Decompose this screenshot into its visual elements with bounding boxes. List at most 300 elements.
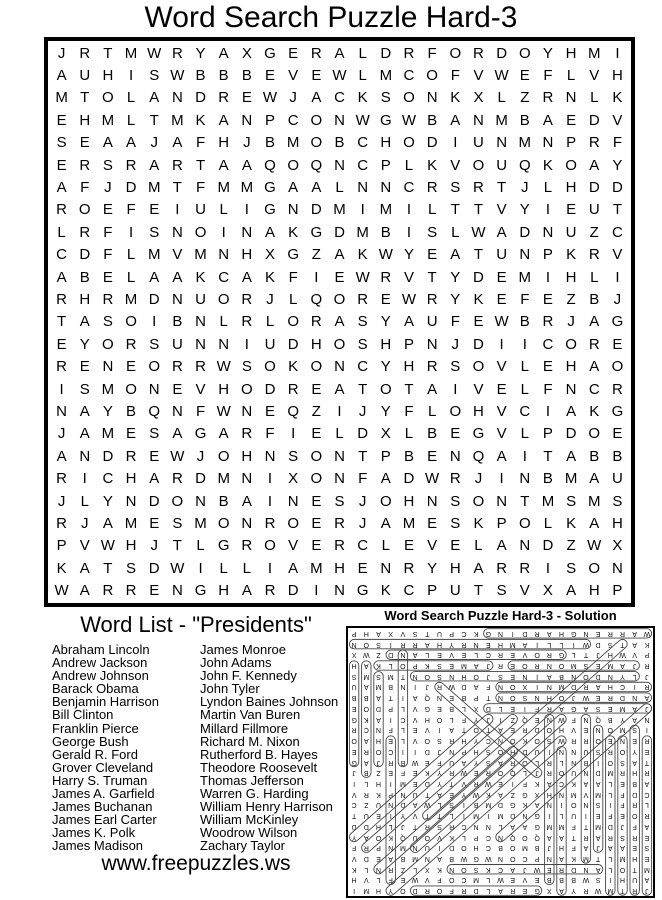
solution-cell-letter: U xyxy=(412,790,418,798)
grid-cell-letter: I xyxy=(244,201,249,219)
word-list-item: George Bush xyxy=(52,733,129,749)
solution-cell-letter: E xyxy=(632,844,638,852)
grid-cell-letter: V xyxy=(496,425,507,443)
solution-cell-letter: R xyxy=(583,887,589,895)
grid-cell-letter: Y xyxy=(519,201,530,219)
solution-cell-letter: R xyxy=(607,833,613,841)
solution-cell-letter: N xyxy=(632,694,638,702)
solution-cell-letter: I xyxy=(536,640,539,648)
solution-cell-letter: N xyxy=(351,640,357,648)
grid-cell-letter: K xyxy=(566,515,577,533)
grid-cell-letter: D xyxy=(148,492,160,510)
solution-cell-letter: A xyxy=(388,854,394,862)
solution-cell-letter: T xyxy=(486,726,491,734)
solution-cell-letter: L xyxy=(400,737,405,745)
grid-cell-letter: A xyxy=(56,67,67,85)
grid-cell-letter: A xyxy=(56,447,67,465)
solution-cell-letter: V xyxy=(437,833,442,841)
solution-cell-letter: F xyxy=(571,844,576,852)
grid-cell-letter: J xyxy=(358,515,367,533)
grid-cell-letter: I xyxy=(360,201,365,219)
grid-cell-letter: R xyxy=(125,447,137,465)
solution-word-capsule xyxy=(348,712,495,843)
grid-cell-letter: E xyxy=(566,201,577,219)
grid-cell-letter: X xyxy=(288,470,299,488)
solution-cell-letter: V xyxy=(412,812,418,820)
grid-cell-letter: X xyxy=(542,582,553,600)
grid-cell-letter: O xyxy=(518,44,531,62)
solution-cell-letter: P xyxy=(351,629,357,637)
grid-cell-letter: O xyxy=(403,134,415,152)
solution-cell-letter: S xyxy=(437,737,442,745)
grid-cell-letter: V xyxy=(496,403,507,421)
grid-cell-letter: L xyxy=(57,223,66,241)
grid-cell-letter: O xyxy=(472,156,485,174)
solution-cell-letter: T xyxy=(571,833,576,841)
solution-cell-letter: O xyxy=(534,737,540,745)
solution-cell-letter: E xyxy=(534,876,540,884)
grid-cell-letter: O xyxy=(217,447,230,465)
solution-cell-letter: J xyxy=(645,704,649,712)
grid-cell-letter: V xyxy=(403,268,414,286)
solution-cell-letter: N xyxy=(571,672,577,680)
solution-cell-letter: Y xyxy=(620,715,625,723)
grid-cell-letter: Q xyxy=(264,156,276,174)
grid-cell-letter: R xyxy=(264,582,276,600)
solution-cell-letter: U xyxy=(375,801,382,809)
solution-word-capsule xyxy=(557,747,566,896)
solution-cell-letter: K xyxy=(473,629,479,637)
solution-cell-letter: E xyxy=(644,854,650,862)
solution-cell-letter: C xyxy=(400,715,406,723)
solution-cell-letter: T xyxy=(461,726,467,734)
grid-cell-letter: R xyxy=(56,201,67,219)
grid-cell-letter: R xyxy=(171,470,183,488)
grid-cell-letter: G xyxy=(194,582,207,600)
grid-cell-letter: J xyxy=(196,447,205,465)
word-list-item: Bill Clinton xyxy=(52,707,114,723)
grid-cell-letter: M xyxy=(171,111,184,129)
solution-cell-letter: E xyxy=(595,694,601,702)
solution-cell-letter: I xyxy=(536,683,539,691)
word-list-item: James A. Garfield xyxy=(52,786,155,802)
solution-cell-letter: A xyxy=(595,779,601,787)
solution-cell-letter: A xyxy=(376,629,381,637)
grid-cell-letter: A xyxy=(126,134,137,152)
grid-cell-letter: W xyxy=(216,403,231,421)
solution-cell-letter: V xyxy=(522,876,528,884)
grid-cell-letter: U xyxy=(565,223,577,241)
grid-cell-letter: V xyxy=(172,246,183,264)
solution-cell-letter: F xyxy=(608,812,613,820)
solution-cell-letter: R xyxy=(449,822,455,830)
grid-cell-letter: H xyxy=(403,492,415,510)
grid-cell-letter: L xyxy=(520,380,529,398)
word-list-section xyxy=(30,612,362,853)
solution-cell-letter: M xyxy=(497,812,504,820)
grid-cell-letter: G xyxy=(287,246,299,264)
solution-cell-letter: N xyxy=(583,715,589,723)
word-list-item: John Tyler xyxy=(200,681,260,697)
solution-cell-letter: R xyxy=(632,887,638,895)
grid-cell-letter: O xyxy=(194,223,207,241)
grid-cell-letter: K xyxy=(357,246,368,264)
solution-cell-letter: Q xyxy=(509,769,516,777)
solution-cell-letter: E xyxy=(620,812,625,820)
grid-cell-letter: L xyxy=(497,89,506,107)
solution-cell-letter: D xyxy=(522,629,528,637)
grid-cell-letter: U xyxy=(426,313,438,331)
solution-word-capsule xyxy=(374,661,493,670)
solution-cell-letter: O xyxy=(363,640,370,648)
grid-cell-letter: W xyxy=(378,246,393,264)
grid-cell-letter: O xyxy=(426,67,438,85)
solution-cell-letter: R xyxy=(558,865,565,873)
grid-cell-letter: A xyxy=(218,44,229,62)
solution-cell-letter: W xyxy=(497,876,504,884)
grid-cell-letter: E xyxy=(172,380,183,398)
grid-cell-letter: G xyxy=(310,223,323,241)
grid-cell-letter: B xyxy=(79,268,90,286)
solution-cell-letter: F xyxy=(461,715,467,723)
grid-cell-letter: S xyxy=(450,358,461,376)
grid-cell-letter: L xyxy=(520,358,529,376)
solution-cell-letter: V xyxy=(424,726,430,734)
solution-cell-letter: N xyxy=(375,726,382,734)
grid-cell-letter: I xyxy=(453,134,458,152)
grid-cell-letter: I xyxy=(175,201,180,219)
solution-cell-letter: R xyxy=(571,737,577,745)
solution-cell-letter: O xyxy=(509,694,516,702)
grid-cell-letter: N xyxy=(287,492,299,510)
grid-cell-letter: D xyxy=(148,559,160,577)
solution-cell-letter: N xyxy=(546,854,552,862)
solution-cell-letter: W xyxy=(411,758,419,766)
solution-cell-letter: O xyxy=(607,726,614,734)
solution-cell-letter: Y xyxy=(449,640,455,648)
solution-cell-letter: I xyxy=(536,672,539,680)
solution-word-capsule xyxy=(410,672,639,681)
solution-cell-letter: S xyxy=(595,876,601,884)
grid-cell-letter: A xyxy=(473,559,484,577)
grid-cell-letter: I xyxy=(128,223,134,241)
grid-cell-letter: Z xyxy=(520,89,530,107)
grid-cell-letter: I xyxy=(314,268,319,286)
grid-cell-letter: L xyxy=(126,246,136,264)
solution-cell-letter: X xyxy=(351,651,357,659)
grid-cell-letter: F xyxy=(450,67,460,85)
grid-cell-letter: L xyxy=(242,559,252,577)
word-list-item: James Monroe xyxy=(200,642,286,657)
solution-cell-letter: F xyxy=(571,822,576,830)
solution-cell-letter: W xyxy=(582,694,590,702)
grid-cell-letter: R xyxy=(588,246,600,264)
solution-cell-letter: N xyxy=(546,662,552,670)
grid-cell-letter: N xyxy=(426,492,438,510)
grid-cell-letter: T xyxy=(404,380,414,398)
grid-cell-letter: H xyxy=(403,358,415,376)
solution-cell-letter: J xyxy=(352,769,356,777)
grid-cell-letter: N xyxy=(79,447,91,465)
solution-cell-letter: Z xyxy=(376,651,381,659)
grid-cell-letter: M xyxy=(147,246,161,264)
solution-cell-letter: S xyxy=(485,758,491,766)
solution-cell-letter: W xyxy=(594,887,602,895)
solution-cell-letter: G xyxy=(570,704,577,712)
grid-cell-letter: Q xyxy=(310,156,323,174)
grid-cell-letter: D xyxy=(519,223,531,241)
solution-cell-letter: D xyxy=(571,865,577,873)
solution-cell-letter: L xyxy=(522,769,527,777)
grid-cell-letter: R xyxy=(310,44,322,62)
solution-cell-letter: L xyxy=(632,672,637,680)
grid-cell-letter: S xyxy=(450,515,461,533)
grid-cell-letter: E xyxy=(102,201,113,219)
grid-cell-letter: I xyxy=(267,559,273,577)
solution-cell-letter: I xyxy=(438,844,441,852)
grid-cell-letter: V xyxy=(473,380,484,398)
grid-cell-letter: F xyxy=(404,403,414,421)
grid-cell-letter: H xyxy=(218,380,230,398)
solution-cell-letter: I xyxy=(609,801,612,809)
grid-cell-letter: D xyxy=(125,179,137,197)
solution-cell-letter: N xyxy=(400,651,406,659)
solution-cell-letter: O xyxy=(424,833,431,841)
grid-cell-letter: N xyxy=(449,447,461,465)
solution-cell-letter: H xyxy=(375,822,382,830)
solution-cell-letter: M xyxy=(509,640,516,648)
grid-cell-letter: E xyxy=(149,201,160,219)
grid-cell-letter: H xyxy=(125,537,137,555)
solution-cell-letter: U xyxy=(424,844,430,852)
solution-cell-letter: I xyxy=(511,779,514,787)
solution-cell-letter: M xyxy=(570,790,577,798)
solution-cell-letter: E xyxy=(607,704,613,712)
grid-cell-letter: T xyxy=(358,380,368,398)
solution-cell-letter: G xyxy=(473,854,479,862)
grid-cell-letter: A xyxy=(589,470,600,488)
solution-cell-letter: E xyxy=(632,737,638,745)
grid-cell-letter: U xyxy=(588,201,600,219)
solution-cell-letter: C xyxy=(388,747,394,755)
grid-cell-letter: J xyxy=(451,335,460,353)
solution-cell-letter: E xyxy=(510,704,516,712)
solution-cell-letter: K xyxy=(437,865,442,873)
solution-cell-letter: M xyxy=(522,844,528,852)
solution-word-capsule xyxy=(398,650,407,767)
solution-cell-letter: J xyxy=(376,758,381,766)
grid-cell-letter: N xyxy=(380,179,392,197)
solution-cell-letter: O xyxy=(631,812,638,820)
solution-cell-letter: L xyxy=(608,779,613,787)
solution-cell-letter: W xyxy=(460,854,468,862)
grid-cell-letter: A xyxy=(450,111,461,129)
solution-word-capsule xyxy=(508,661,639,670)
solution-cell-letter: A xyxy=(449,726,455,734)
solution-cell-letter: J xyxy=(486,662,491,670)
grid-cell-letter: W xyxy=(401,111,417,129)
solution-cell-letter: H xyxy=(473,844,479,852)
solution-cell-letter: C xyxy=(619,683,626,691)
solution-cell-letter: R xyxy=(583,683,589,691)
grid-cell-letter: A xyxy=(218,425,229,443)
grid-cell-letter: R xyxy=(310,313,322,331)
solution-cell-letter: E xyxy=(376,854,381,862)
grid-cell-letter: W xyxy=(332,67,347,85)
grid-cell-letter: C xyxy=(287,111,299,129)
grid-cell-letter: P xyxy=(265,111,276,129)
grid-cell-letter: N xyxy=(171,291,183,309)
grid-cell-letter: I xyxy=(545,559,551,577)
solution-cell-letter: N xyxy=(644,715,650,723)
grid-cell-letter: M xyxy=(240,179,254,197)
solution-cell-letter: D xyxy=(485,704,491,712)
grid-cell-letter: L xyxy=(196,537,205,555)
solution-cell-letter: S xyxy=(632,726,638,734)
solution-cell-letter: M xyxy=(461,662,467,670)
solution-cell-letter: N xyxy=(583,865,589,873)
solution-cell-letter: A xyxy=(498,726,503,734)
grid-cell-letter: I xyxy=(406,223,412,241)
grid-cell-letter: N xyxy=(334,470,345,488)
solution-cell-letter: E xyxy=(522,887,528,895)
solution-cell-letter: E xyxy=(412,769,418,777)
solution-cell-letter: W xyxy=(363,651,370,659)
grid-cell-letter: F xyxy=(450,313,460,331)
solution-cell-letter: T xyxy=(425,812,430,820)
grid-cell-letter: A xyxy=(311,179,322,197)
grid-cell-letter: D xyxy=(588,179,600,197)
solution-cell-letter: G xyxy=(534,822,540,830)
solution-cell-letter: R xyxy=(644,737,650,745)
grid-cell-letter: N xyxy=(241,223,253,241)
grid-cell-letter: N xyxy=(565,89,577,107)
grid-cell-letter: N xyxy=(56,403,67,421)
grid-cell-letter: R xyxy=(56,358,67,376)
grid-cell-letter: O xyxy=(472,358,485,376)
solution-cell-letter: P xyxy=(534,854,540,862)
solution-cell-letter: N xyxy=(436,694,443,702)
solution-cell-letter: D xyxy=(497,801,504,809)
solution-cell-letter: K xyxy=(424,662,430,670)
grid-cell-letter: R xyxy=(542,313,554,331)
word-list-item: James K. Polk xyxy=(52,825,136,841)
grid-cell-letter: W xyxy=(355,111,370,129)
solution-cell-letter: T xyxy=(620,887,625,895)
grid-cell-letter: V xyxy=(589,67,600,85)
solution-cell-letter: A xyxy=(559,854,564,862)
grid-cell-letter: N xyxy=(496,492,508,510)
grid-cell-letter: A xyxy=(149,470,160,488)
solution-cell-letter: M xyxy=(363,887,370,895)
grid-cell-letter: O xyxy=(611,358,624,376)
word-list-item: Thomas Jefferson xyxy=(200,772,304,788)
solution-cell-letter: B xyxy=(473,801,479,809)
solution-cell-letter: B xyxy=(400,758,406,766)
grid-cell-letter: O xyxy=(449,403,462,421)
solution-cell-letter: Y xyxy=(632,747,638,755)
solution-cell-letter: I xyxy=(353,887,356,895)
solution-word-capsule xyxy=(606,736,615,895)
word-list-item: John F. Kennedy xyxy=(200,668,297,684)
solution-cell-letter: F xyxy=(437,876,442,884)
grid-cell-letter: T xyxy=(149,111,159,129)
grid-cell-letter: B xyxy=(265,134,276,152)
grid-cell-letter: R xyxy=(102,582,114,600)
solution-cell-letter: L xyxy=(413,865,418,873)
grid-cell-letter: A xyxy=(149,89,160,107)
grid-cell-letter: Z xyxy=(566,537,576,555)
grid-cell-letter: B xyxy=(403,447,414,465)
grid-cell-letter: Y xyxy=(195,44,206,62)
grid-cell-letter: F xyxy=(427,44,437,62)
grid-cell-letter: E xyxy=(427,515,438,533)
grid-cell-letter: A xyxy=(589,313,600,331)
grid-cell-letter: F xyxy=(520,291,530,309)
solution-cell-letter: A xyxy=(620,662,625,670)
grid-cell-letter: N xyxy=(148,380,160,398)
grid-cell-letter: V xyxy=(496,201,507,219)
solution-cell-letter: L xyxy=(608,865,613,873)
solution-cell-letter: O xyxy=(619,865,626,873)
solution-word-capsule xyxy=(484,704,652,713)
solution-cell-letter: T xyxy=(644,758,650,766)
solution-cell-letter: H xyxy=(510,747,516,755)
grid-cell-letter: L xyxy=(381,537,390,555)
solution-cell-letter: J xyxy=(571,694,576,702)
grid-cell-letter: U xyxy=(195,291,206,309)
solution-cell-letter: J xyxy=(425,683,430,691)
solution-cell-letter: H xyxy=(497,640,504,648)
solution-cell-letter: I xyxy=(548,812,551,820)
solution-cell-letter: Z xyxy=(510,790,515,798)
grid-cell-letter: M xyxy=(286,134,300,152)
solution-cell-letter: N xyxy=(546,715,552,723)
solution-cell-letter: V xyxy=(632,651,638,659)
grid-cell-letter: I xyxy=(244,335,249,353)
grid-cell-letter: E xyxy=(79,358,90,376)
grid-cell-letter: A xyxy=(102,515,113,533)
solution-cell-letter: I xyxy=(499,715,502,723)
grid-cell-letter: A xyxy=(450,246,461,264)
solution-cell-letter: A xyxy=(522,640,528,648)
solution-cell-letter: M xyxy=(473,876,480,884)
solution-cell-letter: U xyxy=(363,812,369,820)
grid-cell-letter: V xyxy=(519,582,530,600)
grid-cell-letter: V xyxy=(496,358,507,376)
grid-cell-letter: V xyxy=(612,111,623,129)
grid-cell-letter: B xyxy=(589,447,600,465)
grid-cell-letter: R xyxy=(241,425,253,443)
solution-cell-letter: L xyxy=(364,865,369,873)
solution-cell-letter: O xyxy=(424,737,431,745)
word-list-item: William McKinley xyxy=(200,812,299,828)
solution-cell-letter: N xyxy=(424,854,430,862)
solution-cell-letter: D xyxy=(363,854,369,862)
grid-cell-letter: E xyxy=(334,268,345,286)
solution-cell-letter: D xyxy=(388,651,394,659)
grid-cell-letter: E xyxy=(265,67,276,85)
solution-cell-letter: O xyxy=(436,715,443,723)
grid-cell-letter: L xyxy=(219,559,228,577)
solution-cell-letter: N xyxy=(497,833,504,841)
grid-cell-letter: E xyxy=(542,358,553,376)
solution-cell-letter: B xyxy=(363,694,369,702)
solution-cell-letter: L xyxy=(388,822,393,830)
grid-cell-letter: D xyxy=(334,223,345,241)
grid-cell-letter: E xyxy=(427,447,438,465)
grid-cell-letter: J xyxy=(266,291,274,309)
